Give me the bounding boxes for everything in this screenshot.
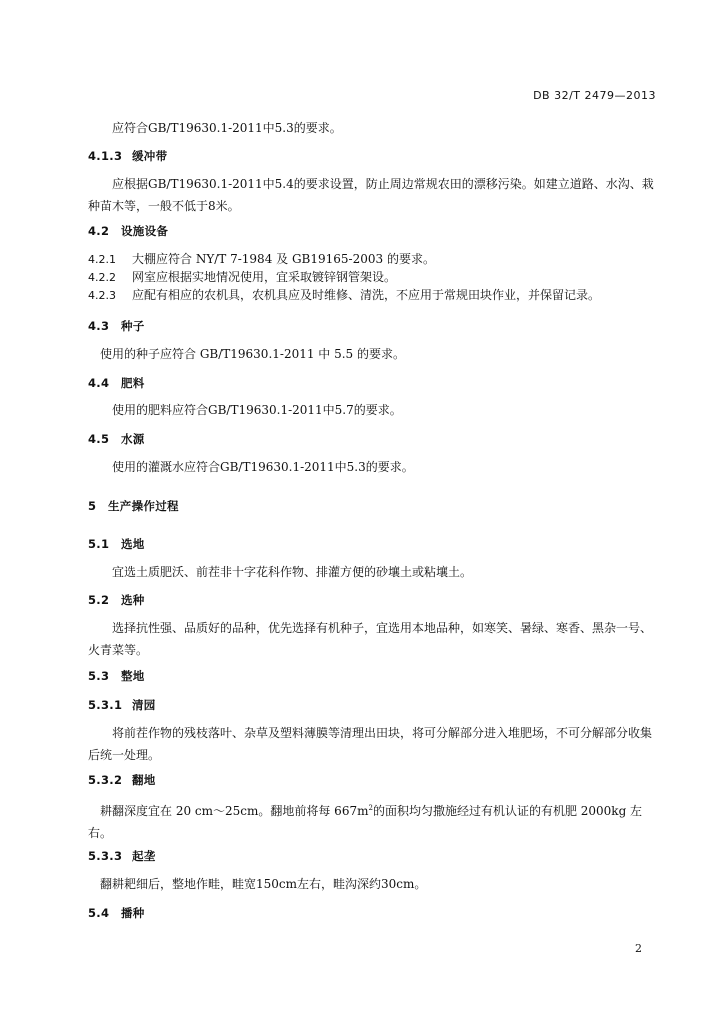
item-4-2-2 (88, 268, 656, 287)
heading-4-4 (88, 375, 656, 391)
paragraph-5-3-2 (88, 797, 656, 844)
item-number: 4.2.2 (88, 271, 116, 284)
section-number: 4.3 (88, 319, 110, 333)
section-title: 肥料 (121, 376, 145, 390)
paragraph-5-3-3: 翻耕耙细后，整地作畦，畦宽150cm左右，畦沟深约30cm。 (100, 877, 427, 891)
heading-5-1 (88, 536, 656, 552)
section-number: 4.4 (88, 376, 110, 390)
section-number: 4.5 (88, 432, 110, 446)
paragraph-continued: 应符合GB/T19630.1-2011中5.3的要求。 (112, 121, 342, 135)
heading-5-2 (88, 592, 656, 608)
page-number: 2 (635, 942, 642, 955)
section-title: 翻地 (132, 773, 156, 787)
section-number: 4.2 (88, 224, 110, 238)
heading-5 (88, 498, 656, 514)
section-title: 水源 (121, 432, 145, 446)
section-number: 5.2 (88, 593, 110, 607)
item-4-2-3 (88, 286, 656, 305)
heading-5-3-2 (88, 772, 656, 788)
section-title: 生产操作过程 (108, 499, 179, 513)
paragraph-4-1-3: 应根据GB/T19630.1-2011中5.4的要求设置，防止周边常规农田的漂移污染。如建立道路、水沟、栽种苗木等，一般不低于8米。 (88, 177, 654, 213)
standard-code: DB 32/T 2479—2013 (533, 89, 656, 102)
heading-4-5 (88, 431, 656, 447)
item-text: 大棚应符合 NY/T 7-1984 及 GB19165-2003 的要求。 (132, 252, 435, 266)
section-number: 5.1 (88, 537, 110, 551)
section-number: 5 (88, 499, 97, 513)
section-title: 选种 (121, 593, 145, 607)
paragraph-5-1: 宜选土质肥沃、前茬非十字花科作物、排灌方便的砂壤土或粘壤土。 (112, 565, 473, 579)
section-number: 5.3.3 (88, 849, 123, 863)
section-number: 5.3 (88, 669, 110, 683)
item-4-2-1 (88, 250, 656, 269)
paragraph-4-4: 使用的肥料应符合GB/T19630.1-2011中5.7的要求。 (112, 403, 402, 417)
section-title: 选地 (121, 537, 145, 551)
paragraph-5-3-1: 将前茬作物的残枝落叶、杂草及塑料薄膜等清理出田块，将可分解部分进入堆肥场，不可分解部分收集后统一处理。 (88, 726, 653, 762)
item-text: 应配有相应的农机具，农机具应及时维修、清洗，不应用于常规田块作业，并保留记录。 (132, 288, 601, 302)
section-title: 种子 (121, 319, 145, 333)
section-title: 播种 (121, 906, 145, 920)
heading-4-2 (88, 223, 656, 239)
section-title: 清园 (132, 698, 156, 712)
section-title: 整地 (121, 669, 145, 683)
paragraph-4-5: 使用的灌溉水应符合GB/T19630.1-2011中5.3的要求。 (112, 460, 414, 474)
paragraph-5-2: 选择抗性强、品质好的品种，优先选择有机种子，宜选用本地品种，如寒笑、暑绿、寒香、黑杂一号、火青菜等。 (88, 621, 653, 657)
section-number: 4.1.3 (88, 149, 123, 163)
section-number: 5.3.2 (88, 773, 123, 787)
heading-4-3 (88, 318, 656, 334)
section-title: 缓冲带 (132, 149, 168, 163)
paragraph-text: 耕翻深度宜在 20 cm～25cm。翻地前将每 667m (100, 804, 369, 818)
superscript: 2 (368, 804, 373, 812)
item-number: 4.2.1 (88, 253, 116, 266)
section-number: 5.4 (88, 906, 110, 920)
item-number: 4.2.3 (88, 289, 116, 302)
section-title: 设施设备 (121, 224, 169, 238)
heading-5-3-3 (88, 848, 656, 864)
heading-5-4 (88, 905, 656, 921)
item-text: 网室应根据实地情况使用，宜采取镀锌钢管架设。 (132, 270, 397, 284)
paragraph-4-3: 使用的种子应符合 GB/T19630.1-2011 中 5.5 的要求。 (100, 347, 406, 361)
heading-5-3 (88, 668, 656, 684)
paragraph-text: 的面积均匀撒施经过有机认证的有机肥 2000kg 左右。 (88, 804, 643, 840)
section-number: 5.3.1 (88, 698, 123, 712)
heading-4-1-3 (88, 148, 656, 164)
heading-5-3-1 (88, 697, 656, 713)
section-title: 起垄 (132, 849, 156, 863)
